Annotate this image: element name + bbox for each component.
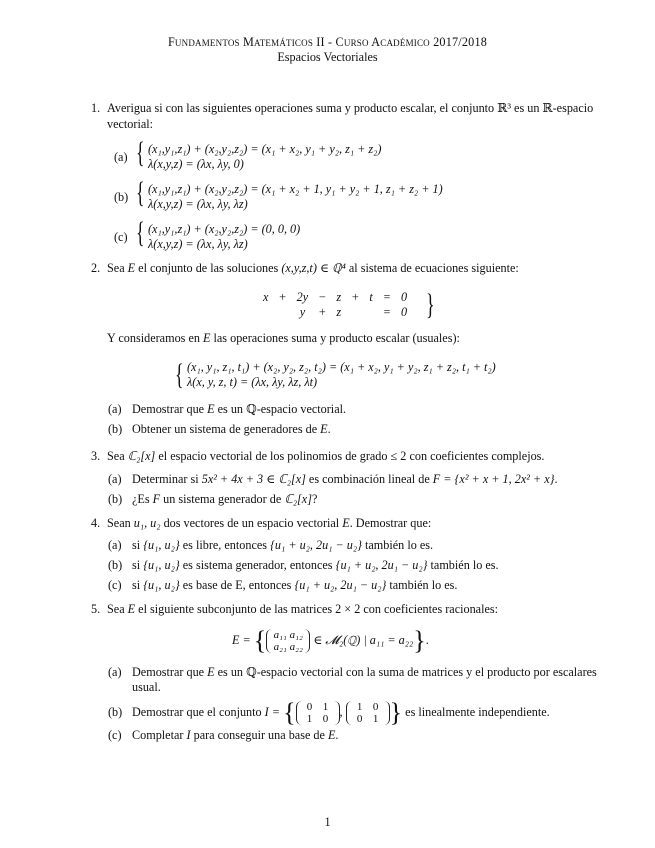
text: Averigua si con las siguientes operaciones suma y producto escalar, el conjunto	[107, 101, 495, 115]
math: (x₁, y₁, z₁, t₁) + (x₂, y₂, z₂, t₂) = (x₁ + x₂, y₁ + y₂, z₁ + z₂, t₁ + t₂)	[187, 360, 496, 374]
list-item	[108, 665, 597, 679]
item-label: (b)	[114, 190, 129, 204]
document-subtitle: Espacios Vectoriales	[277, 50, 378, 64]
left-brace-icon: {	[175, 358, 184, 391]
term: =	[382, 305, 392, 319]
right-brace-icon: }	[389, 698, 403, 728]
item-label: (b)	[108, 492, 123, 506]
left-brace-icon: {	[136, 216, 145, 249]
math: ≤ 2	[390, 449, 407, 463]
math: {u₁ + u₂, 2u₁ − u₂}	[335, 558, 428, 572]
text: Demostrar que el conjunto	[132, 705, 262, 719]
text: -espacio vectorial con la suma de matrices y el producto por escalares	[256, 665, 597, 679]
text: con coeficientes racionales:	[363, 602, 499, 616]
term: −	[318, 290, 327, 304]
list-item	[108, 492, 317, 506]
math: E	[127, 261, 136, 275]
text: .	[554, 472, 558, 486]
matrix-entry: 0	[322, 713, 329, 726]
text: vectorial:	[107, 117, 154, 131]
text: es un	[217, 665, 244, 679]
math: E	[203, 331, 211, 345]
math: ℂ₂[x]	[284, 492, 312, 506]
item-label: (c)	[108, 728, 122, 742]
math: {u₁, u₂}	[143, 578, 180, 592]
math: E	[327, 728, 336, 742]
text: Sea	[107, 261, 125, 275]
math: λ(x,y,z) = (λx, λy, 0)	[148, 157, 244, 171]
list-item	[108, 422, 331, 436]
matrix	[266, 629, 310, 653]
matrix-entry: a₁₁	[273, 629, 287, 642]
text	[107, 331, 460, 345]
text: también lo es.	[365, 538, 434, 552]
text: Sea	[107, 602, 125, 616]
text: . Demostrar que:	[349, 516, 432, 530]
text: .	[327, 422, 331, 436]
text: al sistema de ecuaciones siguiente:	[348, 261, 519, 275]
math: ℂ₂[x]	[127, 449, 156, 463]
list-item	[108, 472, 558, 486]
text: es un	[217, 402, 244, 416]
math: ℝ	[542, 101, 553, 115]
exercise-number: 2.	[91, 261, 101, 275]
term	[273, 305, 291, 320]
math: 5x² + 4x + 3 ∈ ℂ₂[x]	[201, 472, 306, 486]
matrix-entry: a₁₂	[289, 629, 303, 642]
term: z	[336, 305, 342, 319]
math: I =	[264, 705, 281, 719]
item-label: (a)	[108, 472, 122, 486]
text: Determinar si	[132, 472, 199, 486]
item-label: (b)	[108, 705, 123, 719]
text: dos vectores de un espacio vectorial	[163, 516, 340, 530]
text: para conseguir una base de	[193, 728, 325, 742]
list-item	[108, 402, 346, 416]
exercise-number: 5.	[91, 602, 101, 616]
exercise-3-statement	[91, 449, 544, 463]
term	[364, 305, 377, 320]
list-item	[108, 558, 499, 572]
text: con coeficientes complejos.	[409, 449, 545, 463]
text: Sean	[107, 516, 131, 530]
exercise-number: 3.	[91, 449, 101, 463]
equation-system	[258, 290, 412, 320]
text: ¿Es	[132, 492, 150, 506]
math: {u₁ + u₂, 2u₁ − u₂}	[270, 538, 362, 552]
math: (x₁,y₁,z₁) + (x₂,y₂,z₂) = (x₁ + x₂, y₁ + y₂, z₁ + z₂)	[148, 142, 382, 156]
text: si	[132, 558, 141, 572]
text: es un	[514, 101, 540, 115]
term: 0	[401, 290, 408, 304]
text: también lo es.	[430, 558, 499, 572]
matrix-entry: 1	[372, 713, 379, 726]
right-brace-icon: }	[413, 626, 426, 656]
document-header: Fundamentos Matemáticos II - Curso Académico 2017/2018	[167, 35, 488, 49]
exercise-number: 4.	[91, 516, 101, 530]
matrix-entry: 0	[356, 713, 363, 726]
text: Sea	[107, 449, 125, 463]
term: =	[382, 290, 392, 304]
list-item	[108, 728, 338, 742]
text: es libre, entonces	[182, 538, 268, 552]
text: ?	[311, 492, 318, 506]
term: +	[318, 305, 327, 319]
list-item	[108, 578, 457, 592]
math: F	[152, 492, 161, 506]
text: si	[132, 578, 141, 592]
text: Demostrar que	[132, 665, 205, 679]
math: ℝ³	[497, 101, 511, 115]
text: Y consideramos en	[107, 331, 200, 345]
right-brace-icon: }	[426, 288, 435, 321]
math: {u₁, u₂}	[143, 558, 180, 572]
text: el conjunto de las soluciones	[138, 261, 279, 275]
math: (x₁,y₁,z₁) + (x₂,y₂,z₂) = (0, 0, 0)	[148, 222, 301, 236]
matrix-entry: a₂₁	[273, 641, 287, 654]
math: I	[186, 728, 191, 742]
text: un sistema generador de	[163, 492, 282, 506]
term: 2y	[296, 290, 309, 304]
text: también lo es.	[389, 578, 458, 592]
item-label: (b)	[108, 422, 123, 436]
math: (x,y,z,t) ∈ ℚ⁴	[281, 261, 346, 275]
term: z	[336, 290, 342, 304]
math: E	[207, 665, 215, 679]
list-item: (b) Demostrar que el conjunto I = { 0 1 1 0, 1 0 0 1 } es linealmente independiente.	[108, 698, 550, 728]
math: ℚ	[246, 402, 257, 416]
term	[346, 305, 364, 320]
matrix-entry: 1	[322, 701, 329, 714]
exercise-number: 1.	[91, 101, 101, 115]
term	[258, 305, 273, 320]
text: si	[132, 538, 141, 552]
text: Obtener un sistema de generadores de	[132, 422, 318, 436]
exercise-4-statement	[91, 516, 431, 530]
text: el espacio vectorial de los polinomios de grado	[158, 449, 388, 463]
math: E	[342, 516, 350, 530]
math: λ(x, y, z, t) = (λx, λy, λz, λt)	[187, 375, 318, 389]
matrix	[296, 701, 340, 725]
math: E	[207, 402, 215, 416]
item-label: (a)	[108, 538, 122, 552]
left-brace-icon: {	[253, 626, 267, 656]
text: es combinación lineal de	[308, 472, 430, 486]
item-label: (a)	[108, 665, 122, 679]
term: +	[351, 290, 360, 304]
item-label: (c)	[114, 230, 128, 244]
math: {u₁ + u₂, 2u₁ − u₂}	[294, 578, 387, 592]
matrix-entry: a₂₂	[289, 641, 303, 654]
set-definition: E = { a₁₁ a₁₂ a₂₁ a₂₂ ∈ 𝓜₂(ℚ) | a₁₁ = a₂₂}.	[232, 626, 429, 656]
text: -espacio	[552, 101, 594, 115]
page-number: 1	[324, 815, 331, 829]
math: (x₁,y₁,z₁) + (x₂,y₂,z₂) = (x₁ + x₂ + 1, y₁ + y₂ + 1, z₁ + z₂ + 1)	[148, 182, 443, 196]
text: las operaciones suma y producto escalar (usuales):	[213, 331, 460, 345]
math: E =	[232, 633, 251, 647]
term: y	[299, 305, 306, 319]
text: usual.	[132, 680, 161, 694]
text: Demostrar que	[132, 402, 205, 416]
term: 0	[401, 305, 408, 319]
matrix-entry: 0	[306, 701, 313, 714]
term: t	[369, 290, 373, 304]
math: E	[320, 422, 328, 436]
item-label: (a)	[114, 150, 128, 164]
math: {u₁, u₂}	[143, 538, 180, 552]
left-brace-icon: {	[283, 698, 296, 728]
term: x	[263, 290, 269, 304]
text: es sistema generador, entonces	[182, 558, 333, 572]
math: E	[127, 602, 136, 616]
math: 2 × 2	[335, 602, 361, 616]
list-item	[108, 538, 433, 552]
matrix	[346, 701, 390, 725]
math: λ(x,y,z) = (λx, λy, λz)	[148, 237, 248, 251]
matrix-entry: 1	[306, 713, 313, 726]
text: -espacio vectorial.	[256, 402, 347, 416]
item-label: (b)	[108, 558, 123, 572]
item-label: (a)	[108, 402, 122, 416]
exercise-5-statement	[91, 602, 498, 616]
text: es linealmente independiente.	[405, 705, 550, 719]
math: ℚ	[246, 665, 257, 679]
math: u₁, u₂	[133, 516, 161, 530]
matrix-entry: 0	[372, 701, 379, 714]
text: el siguiente subconjunto de las matrices	[138, 602, 333, 616]
text: .	[335, 728, 339, 742]
term: +	[278, 290, 287, 304]
item-label: (c)	[108, 578, 122, 592]
exercise-2-statement	[91, 261, 519, 275]
math: ∈ 𝓜₂(ℚ) | a₁₁ = a₂₂	[313, 633, 414, 647]
matrix-entry: 1	[356, 701, 363, 714]
math: F = {x² + x + 1, 2x² + x}	[432, 472, 555, 486]
exercise-1-statement	[91, 101, 593, 115]
text: Completar	[132, 728, 184, 742]
left-brace-icon: {	[136, 176, 145, 209]
math: λ(x,y,z) = (λx, λy, λz)	[148, 197, 248, 211]
left-brace-icon: {	[136, 136, 145, 169]
text: es base de E, entonces	[182, 578, 292, 592]
